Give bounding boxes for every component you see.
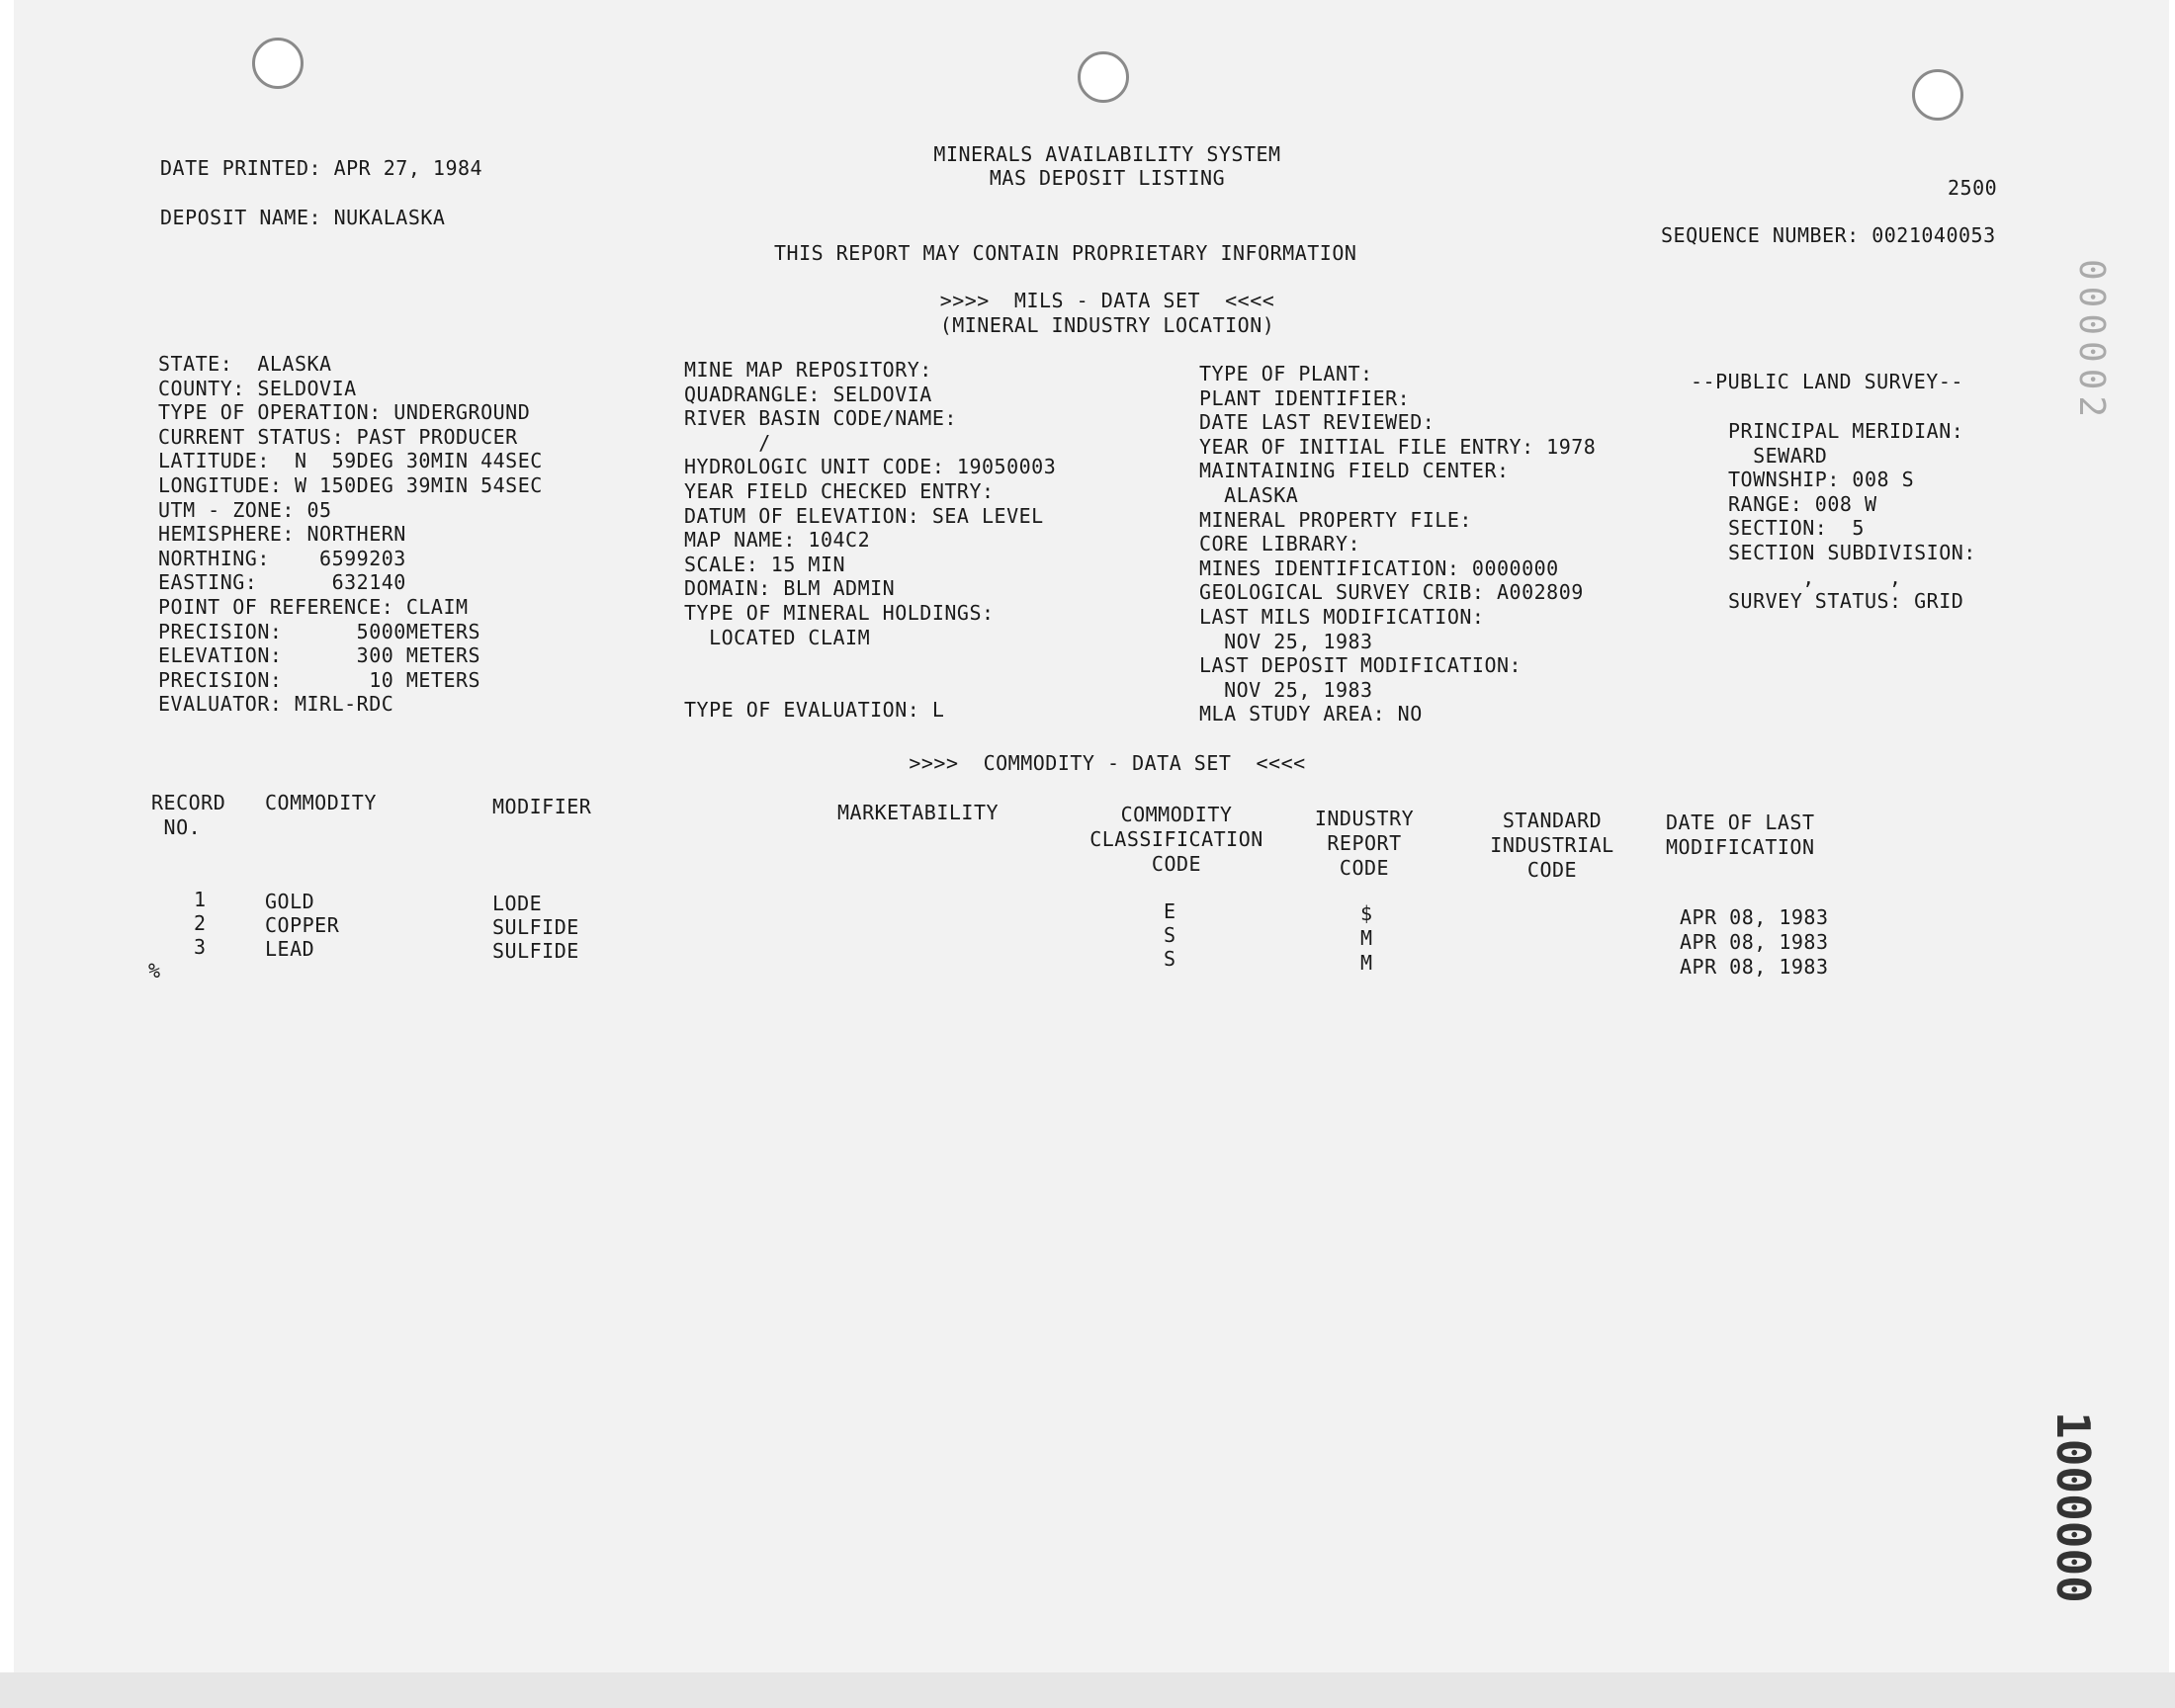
industry-code: M: [1360, 926, 1373, 950]
record-number: 3: [194, 935, 207, 959]
mils-field: MAP NAME: 104C2: [684, 528, 871, 553]
mils-field: COUNTY: SELDOVIA: [158, 376, 357, 400]
faint-stamp-number: 000002: [2071, 259, 2112, 424]
land-survey-field: RANGE: 008 W: [1728, 491, 1877, 516]
land-survey-field: SECTION: 5: [1728, 516, 1865, 541]
mils-field: DATUM OF ELEVATION: SEA LEVEL: [684, 503, 1044, 528]
commodity-modifier: SULFIDE: [492, 939, 579, 963]
modification-date: APR 08, 1983: [1680, 905, 1829, 929]
mils-field: MINES IDENTIFICATION: 0000000: [1199, 555, 1559, 580]
col-header-modifier: MODIFIER: [492, 795, 592, 818]
mils-field: PRECISION: 5000METERS: [158, 619, 481, 643]
mils-field: TYPE OF EVALUATION: L: [684, 698, 945, 723]
mils-field: EASTING: 632140: [158, 570, 406, 595]
mils-field: LAST DEPOSIT MODIFICATION:: [1199, 653, 1522, 678]
mils-field: LONGITUDE: W 150DEG 39MIN 54SEC: [158, 472, 543, 497]
mils-field: [684, 674, 1056, 699]
col-header-classification: COMMODITY CLASSIFICATION CODE: [1089, 803, 1263, 876]
mils-column-plant: [1199, 362, 1596, 726]
mils-field: [684, 649, 1056, 674]
mils-field: CORE LIBRARY:: [1199, 532, 1361, 556]
industry-code: $: [1360, 901, 1373, 925]
commodity-section-title: >>>> COMMODITY - DATA SET <<<<: [909, 751, 1306, 775]
land-survey-field: , ,: [1728, 564, 1902, 589]
mils-field: MINERAL PROPERTY FILE:: [1199, 507, 1472, 532]
col-header-record: RECORD NO.: [151, 791, 226, 839]
mils-field: DATE LAST REVIEWED:: [1199, 410, 1436, 435]
mils-field: LATITUDE: N 59DEG 30MIN 44SEC: [158, 449, 543, 473]
mils-field: GEOLOGICAL SURVEY CRIB: A002809: [1199, 580, 1584, 605]
mils-field: YEAR OF INITIAL FILE ENTRY: 1978: [1199, 434, 1597, 459]
industry-code: M: [1360, 951, 1373, 975]
mils-field: EVALUATOR: MIRL-RDC: [158, 692, 394, 717]
col-header-date: DATE OF LAST MODIFICATION: [1666, 811, 1815, 859]
record-number: 2: [194, 911, 207, 935]
mils-field: PRECISION: 10 METERS: [158, 667, 481, 692]
col-header-industry: INDUSTRY REPORT CODE: [1314, 807, 1415, 880]
mils-field: LAST MILS MODIFICATION:: [1199, 604, 1485, 629]
mils-field: UTM - ZONE: 05: [158, 497, 332, 522]
land-survey-field: PRINCIPAL MERIDIAN:: [1728, 419, 1964, 443]
deposit-name: DEPOSIT NAME: NUKALASKA: [160, 206, 446, 229]
mils-field: DOMAIN: BLM ADMIN: [684, 576, 896, 601]
mils-field: TYPE OF MINERAL HOLDINGS:: [684, 600, 995, 625]
end-of-record-mark: %: [148, 959, 161, 982]
mils-section-subtitle: (MINERAL INDUSTRY LOCATION): [939, 313, 1275, 337]
punch-hole: [1078, 51, 1129, 103]
col-header-marketability: MARKETABILITY: [837, 801, 1000, 824]
mils-field: MAINTAINING FIELD CENTER:: [1199, 459, 1510, 483]
mils-field: HYDROLOGIC UNIT CODE: 19050003: [684, 455, 1057, 479]
punch-hole: [252, 38, 304, 89]
mils-field: HEMISPHERE: NORTHERN: [158, 522, 406, 547]
col-header-commodity: COMMODITY: [265, 791, 377, 814]
proprietary-notice: THIS REPORT MAY CONTAIN PROPRIETARY INFORMATION: [774, 241, 1357, 265]
mils-field: CURRENT STATUS: PAST PRODUCER: [158, 424, 518, 449]
commodity-modifier: LODE: [492, 892, 543, 915]
mils-field: PLANT IDENTIFIER:: [1199, 385, 1411, 410]
mils-field: SCALE: 15 MIN: [684, 552, 846, 576]
mils-column-map: [684, 358, 1056, 723]
classification-code: E: [1164, 899, 1176, 923]
mils-field: QUADRANGLE: SELDOVIA: [684, 382, 932, 406]
stamp-number: 1000000: [2046, 1411, 2100, 1603]
listing-title: MAS DEPOSIT LISTING: [989, 166, 1226, 190]
record-number: 1: [194, 888, 207, 911]
mils-field: /: [684, 430, 771, 455]
date-printed: DATE PRINTED: APR 27, 1984: [160, 156, 483, 180]
mils-field: POINT OF REFERENCE: CLAIM: [158, 594, 469, 619]
commodity-name: LEAD: [265, 937, 315, 961]
mils-column-location: [158, 352, 543, 717]
land-survey-field: SURVEY STATUS: GRID: [1728, 589, 1964, 614]
page-code: 2500: [1948, 176, 1998, 200]
mils-field: NOV 25, 1983: [1199, 629, 1373, 653]
mils-field: ALASKA: [1199, 482, 1299, 507]
mils-field: MLA STUDY AREA: NO: [1199, 702, 1423, 726]
land-survey-field: SEWARD: [1728, 443, 1828, 468]
col-header-sic: STANDARD INDUSTRIAL CODE: [1490, 809, 1614, 882]
mils-field: NORTHING: 6599203: [158, 546, 406, 570]
commodity-name: COPPER: [265, 913, 340, 937]
mils-field: ELEVATION: 300 METERS: [158, 643, 481, 668]
sequence-number: SEQUENCE NUMBER: 0021040053: [1661, 223, 1996, 247]
mils-field: TYPE OF PLANT:: [1199, 362, 1373, 385]
commodity-name: GOLD: [265, 890, 315, 913]
modification-date: APR 08, 1983: [1680, 930, 1829, 954]
punch-hole: [1912, 69, 1963, 121]
mils-field: NOV 25, 1983: [1199, 677, 1373, 702]
scanner-background: [0, 1672, 2175, 1708]
mils-field: STATE: ALASKA: [158, 352, 332, 376]
mils-field: YEAR FIELD CHECKED ENTRY:: [684, 478, 995, 503]
mils-field: MINE MAP REPOSITORY:: [684, 358, 932, 382]
land-survey-block: [1728, 419, 1976, 614]
land-survey-field: TOWNSHIP: 008 S: [1728, 468, 1915, 492]
mils-field: LOCATED CLAIM: [684, 625, 871, 649]
classification-code: S: [1164, 947, 1176, 971]
commodity-modifier: SULFIDE: [492, 915, 579, 939]
mils-section-title: >>>> MILS - DATA SET <<<<: [939, 289, 1275, 312]
land-survey-field: SECTION SUBDIVISION:: [1728, 540, 1976, 564]
mils-field: TYPE OF OPERATION: UNDERGROUND: [158, 400, 531, 425]
mils-field: RIVER BASIN CODE/NAME:: [684, 406, 957, 431]
classification-code: S: [1164, 923, 1176, 947]
modification-date: APR 08, 1983: [1680, 955, 1829, 979]
land-survey-title: --PUBLIC LAND SURVEY--: [1691, 370, 1963, 393]
system-title: MINERALS AVAILABILITY SYSTEM: [933, 142, 1281, 166]
